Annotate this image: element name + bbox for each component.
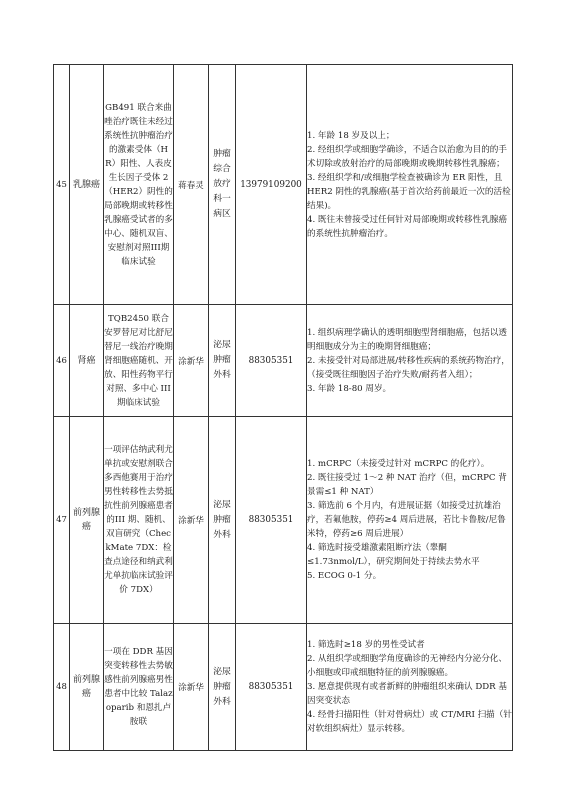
table-row: [54, 417, 513, 624]
criteria-cell: [307, 305, 513, 417]
department-cell: 肿瘤综合放疗科一病区: [209, 65, 236, 305]
table-row: [54, 65, 513, 305]
criteria-item: 1. 筛选时≥18 岁的男性受试者: [307, 640, 425, 650]
investigator-cell: 涂新华: [174, 417, 209, 624]
criteria-item: 4. 筛选时接受雄激素阻断疗法（睾酮≤1.73nmol/L），研究期间处于持续去势水平: [307, 543, 480, 567]
project-title-cell: 一项评估纳武利尤单抗或安慰剂联合多西他赛用于治疗男性转移性去势抵抗性前列腺癌患者的III 期、随机、双盲研究（CheckMate 7DX：检查点途径和纳武利尤单抗临床试验评价 7DX）: [104, 417, 174, 624]
row-number: 48: [54, 624, 70, 751]
table-row: [54, 305, 513, 417]
criteria-item: 3. 愿意提供现有或者新鲜的肿瘤组织来确认 DDR 基因突变状态: [307, 682, 507, 706]
table-row: [54, 624, 513, 751]
criteria-item: 2. 从组织学或细胞学角度确诊的无神经内分泌分化、小细胞或印戒细胞特征的前列腺腺癌。: [307, 654, 507, 678]
criteria-cell: [307, 417, 513, 624]
criteria-item: 2. 经组织学或细胞学确诊，不适合以治愈为目的的手术切除或放射治疗的局部晚期或晚期转移性乳腺癌；: [307, 144, 507, 169]
criteria-item: 3. 筛选前 6 个月内，有进展证据（如接受过抗雄治疗，若氟他胺，停药≥4 周后进展，若比卡鲁胺/尼鲁米特，停药≥6 周后进展）: [307, 501, 506, 539]
row-number: 47: [54, 417, 70, 624]
phone-cell: 88305351: [236, 417, 307, 624]
phone-cell: 88305351: [236, 624, 307, 751]
criteria-item: 1. 年龄 18 岁及以上；: [307, 130, 395, 141]
department-cell: 泌尿肿瘤外科: [209, 624, 236, 751]
disease-cell: 前列腺癌: [70, 417, 104, 624]
row-number: 46: [54, 305, 70, 417]
criteria-item: 5. ECOG 0-1 分。: [307, 571, 382, 581]
phone-cell: 88305351: [236, 305, 307, 417]
phone-cell: 13979109200: [236, 65, 307, 305]
investigator-cell: 蒋春灵: [174, 65, 209, 305]
investigator-cell: 涂新华: [174, 305, 209, 417]
project-title-cell: GB491 联合来曲唑治疗既往未经过系统性抗肿瘤治疗的激素受体（HR）阳性、人表皮生长因子受体 2（HER2）阴性的局部晚期或转移性乳腺癌受试者的多中心、随机双盲、安慰剂对照III期临床试验: [104, 65, 174, 305]
criteria-item: 1. 组织病理学确认的透明细胞型肾细胞癌，包括以透明细胞成分为主的晚期肾细胞癌；: [307, 327, 507, 352]
criteria-item: 4. 经骨扫描阳性（针对骨病灶）或 CT/MRI 扫描（针对软组织病灶）显示转移。: [307, 710, 512, 734]
criteria-cell: [307, 65, 513, 305]
department-cell: 泌尿肿瘤外科: [209, 305, 236, 417]
criteria-item: 3. 年龄 18-80 周岁。: [307, 383, 392, 394]
criteria-item: 3. 经组织学和/或细胞学检查被确诊为 ER 阳性，且 HER2 阴性的乳腺癌(基于首次给药前最近一次的活检结果)。: [307, 172, 511, 211]
project-title-cell: TQB2450 联合安罗替尼对比舒尼替尼一线治疗晚期肾细胞癌随机、开放、阳性药物平行对照、多中心 III 期临床试验: [104, 305, 174, 417]
criteria-item: 4. 既往未曾接受过任何针对局部晚期或转移性乳腺癌的系统性抗肿瘤治疗。: [307, 214, 507, 239]
disease-cell: 乳腺癌: [70, 65, 104, 305]
criteria-item: 2. 未接受针对局部进展/转移性疾病的系统药物治疗，（接受既往细胞因子治疗失败/耐药者入组）；: [307, 355, 510, 380]
criteria-cell: [307, 624, 513, 751]
disease-cell: 前列腺癌: [70, 624, 104, 751]
disease-cell: 肾癌: [70, 305, 104, 417]
department-cell: 泌尿肿瘤外科: [209, 417, 236, 624]
investigator-cell: 涂新华: [174, 624, 209, 751]
project-title-cell: 一项在 DDR 基因突变转移性去势敏感性前列腺癌男性患者中比较 Talazoparib 和恩扎卢胺联: [104, 624, 174, 751]
criteria-item: 1. mCRPC（未接受过针对 mCRPC 的化疗）。: [307, 459, 490, 469]
criteria-item: 2. 既往接受过 1～2 种 NAT 治疗（但，mCRPC 背景需≤1 种 NAT）: [307, 473, 507, 497]
clinical-trials-table: [53, 64, 513, 751]
row-number: 45: [54, 65, 70, 305]
